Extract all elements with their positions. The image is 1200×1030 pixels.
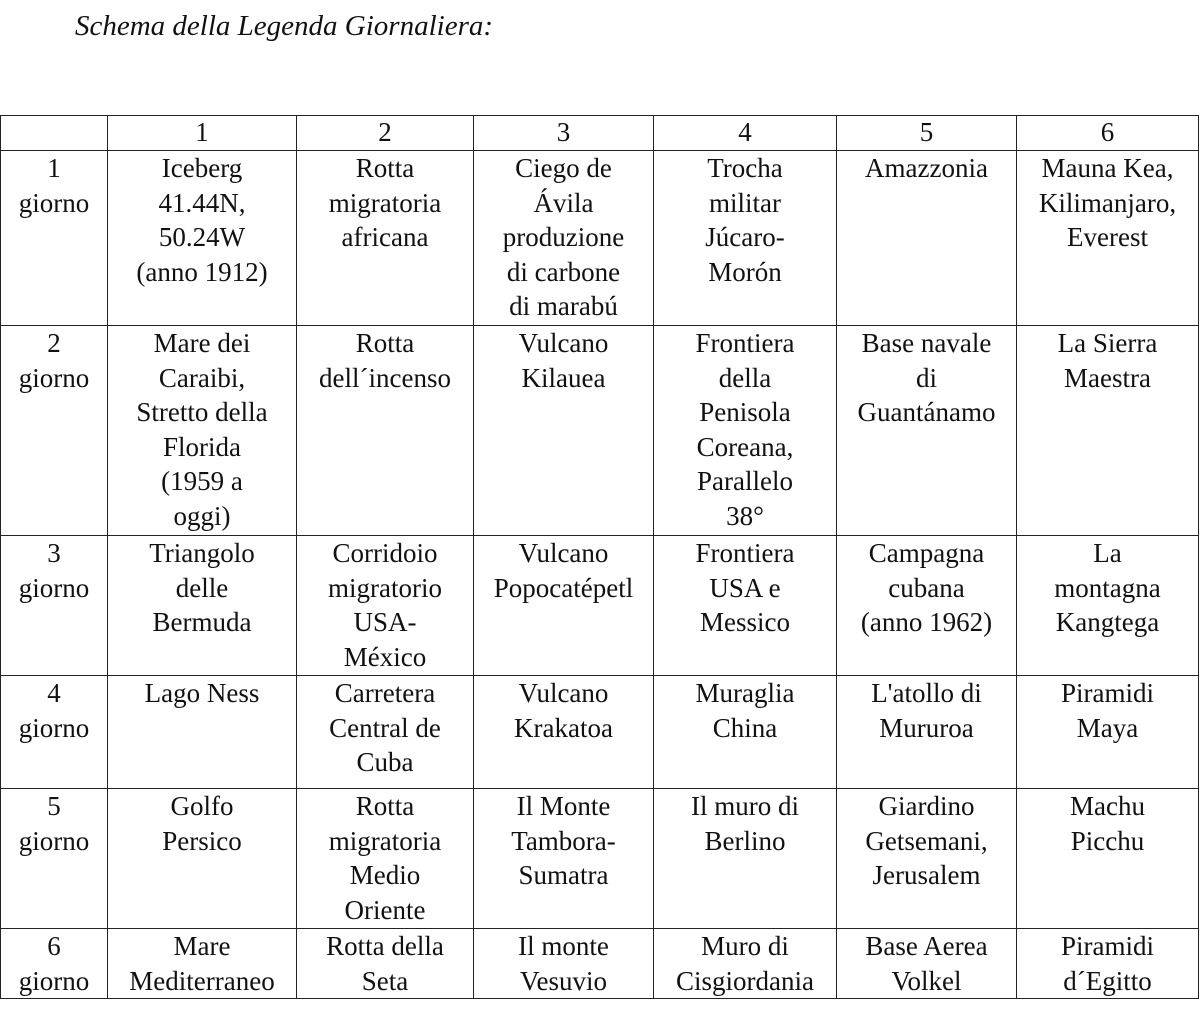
table-cell: L'atollo di Mururoa xyxy=(837,676,1017,789)
daily-legend-table xyxy=(0,115,1199,999)
row-label: 1 giorno xyxy=(1,151,108,326)
table-cell: Il Monte Tambora- Sumatra xyxy=(474,789,654,929)
table-cell: Mauna Kea, Kilimanjaro, Everest xyxy=(1017,151,1199,326)
table-cell: Carretera Central de Cuba xyxy=(297,676,474,789)
row-label: 6 giorno xyxy=(1,929,108,999)
table-cell: Giardino Getsemani, Jerusalem xyxy=(837,789,1017,929)
table-cell: Rotta migratoria Medio Oriente xyxy=(297,789,474,929)
table-row xyxy=(1,789,1199,929)
table-cell: Ciego de Ávila produzione di carbone di marabú xyxy=(474,151,654,326)
table-cell: Piramidi d´Egitto xyxy=(1017,929,1199,999)
row-label: 4 giorno xyxy=(1,676,108,789)
row-label: 3 giorno xyxy=(1,536,108,676)
table-cell: Lago Ness xyxy=(108,676,297,789)
table-header-row xyxy=(1,116,1199,151)
table-row xyxy=(1,676,1199,789)
table-cell: Muro di Cisgiordania xyxy=(654,929,837,999)
column-header: 3 xyxy=(474,116,654,151)
table-cell: Muraglia China xyxy=(654,676,837,789)
table-cell: Vulcano Kilauea xyxy=(474,326,654,536)
table-cell: Il muro di Berlino xyxy=(654,789,837,929)
table-row xyxy=(1,326,1199,536)
document-title: Schema della Legenda Giornaliera: xyxy=(75,10,494,42)
table-cell: Corridoio migratorio USA- México xyxy=(297,536,474,676)
table-row xyxy=(1,536,1199,676)
table-cell: Mare Mediterraneo xyxy=(108,929,297,999)
table-cell: La Sierra Maestra xyxy=(1017,326,1199,536)
table-cell: Base Aerea Volkel xyxy=(837,929,1017,999)
table-cell: La montagna Kangtega xyxy=(1017,536,1199,676)
table-cell: Base navale di Guantánamo xyxy=(837,326,1017,536)
column-header: 4 xyxy=(654,116,837,151)
table-cell: Triangolo delle Bermuda xyxy=(108,536,297,676)
table-cell: Trocha militar Júcaro- Morón xyxy=(654,151,837,326)
table-cell: Rotta dell´incenso xyxy=(297,326,474,536)
table-cell: Vulcano Krakatoa xyxy=(474,676,654,789)
table-cell: Piramidi Maya xyxy=(1017,676,1199,789)
table-cell: Golfo Persico xyxy=(108,789,297,929)
table-cell: Campagna cubana (anno 1962) xyxy=(837,536,1017,676)
table-cell: Frontiera USA e Messico xyxy=(654,536,837,676)
table-cell: Rotta migratoria africana xyxy=(297,151,474,326)
table-row xyxy=(1,929,1199,999)
table-cell: Iceberg 41.44N, 50.24W (anno 1912) xyxy=(108,151,297,326)
row-label: 5 giorno xyxy=(1,789,108,929)
table-cell: Machu Picchu xyxy=(1017,789,1199,929)
column-header: 1 xyxy=(108,116,297,151)
corner-cell xyxy=(1,116,108,151)
column-header: 5 xyxy=(837,116,1017,151)
table-cell: Vulcano Popocatépetl xyxy=(474,536,654,676)
column-header: 6 xyxy=(1017,116,1199,151)
table-cell: Il monte Vesuvio xyxy=(474,929,654,999)
table-cell: Mare dei Caraibi, Stretto della Florida (1959 a oggi) xyxy=(108,326,297,536)
table-cell: Frontiera della Penisola Coreana, Parallelo 38° xyxy=(654,326,837,536)
table-cell: Rotta della Seta xyxy=(297,929,474,999)
table-cell: Amazzonia xyxy=(837,151,1017,326)
table-row xyxy=(1,151,1199,326)
column-header: 2 xyxy=(297,116,474,151)
row-label: 2 giorno xyxy=(1,326,108,536)
